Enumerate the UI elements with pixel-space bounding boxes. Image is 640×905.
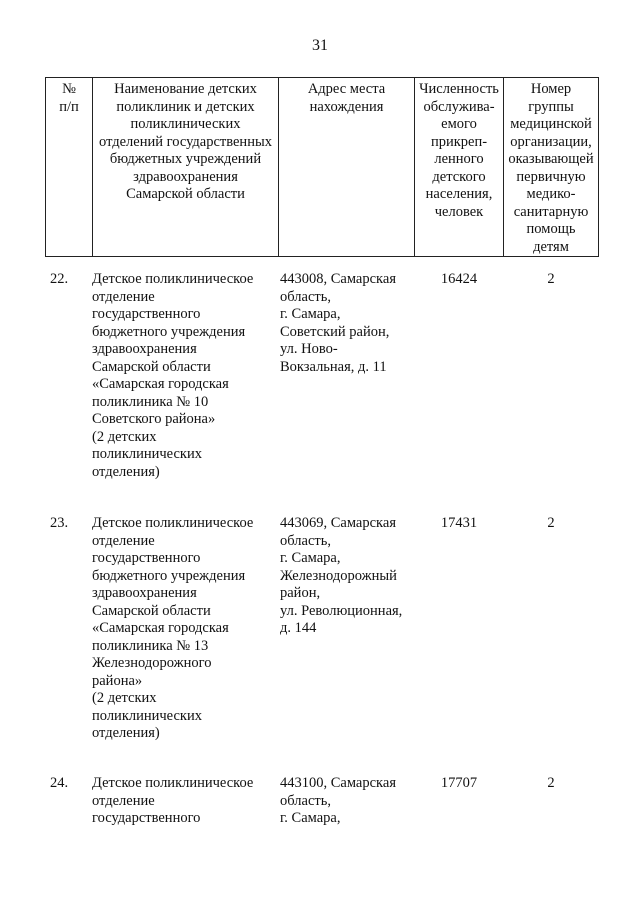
row-name: Детское поликлиническое отделение государственного бюджетного учреждения здравоохранения Самарской области «Самарская городская поликлиника № 10 Советского района» (2 детских поликлинических отделения) [92,271,254,480]
page-number: 31 [312,37,328,54]
row-population: 16424 [440,271,478,287]
header-col-number: № п/п [46,78,93,257]
row-group: 2 [547,271,555,287]
header-col-population: Численность обслужива- емого прикреп- ленного детского населения, человек [415,78,504,257]
row-address: 443100, Самарская область, г. Самара, [280,775,396,826]
row-number: 23. [50,515,69,531]
row-address: 443008, Самарская область, г. Самара, Советский район, ул. Ново- Вокзальная, д. 11 [280,271,396,375]
row-population: 17707 [440,775,478,791]
row-group: 2 [547,515,555,531]
row-number: 24. [50,775,69,791]
row-group: 2 [547,775,555,791]
row-name: Детское поликлиническое отделение государственного бюджетного учреждения здравоохранения Самарской области «Самарская городская поликлиника № 13 Железнодорожного района» (2 детских поликлинических отделения) [92,515,254,741]
header-col-name: Наименование детских поликлиник и детских поликлинических отделений государственных бюджетных учреждений здравоохранения Самарской области [93,78,279,257]
row-number: 22. [50,271,69,287]
row-population: 17431 [440,515,478,531]
row-name: Детское поликлиническое отделение государственного [92,775,254,826]
header-col-group: Номер группы медицинской организации, оказывающей первичную медико- санитарную помощь детям [504,78,599,257]
row-address: 443069, Самарская область, г. Самара, Железнодорожный район, ул. Революционная, д. 144 [280,515,403,636]
table-header [45,77,599,257]
header-col-address: Адрес места нахождения [279,78,415,257]
